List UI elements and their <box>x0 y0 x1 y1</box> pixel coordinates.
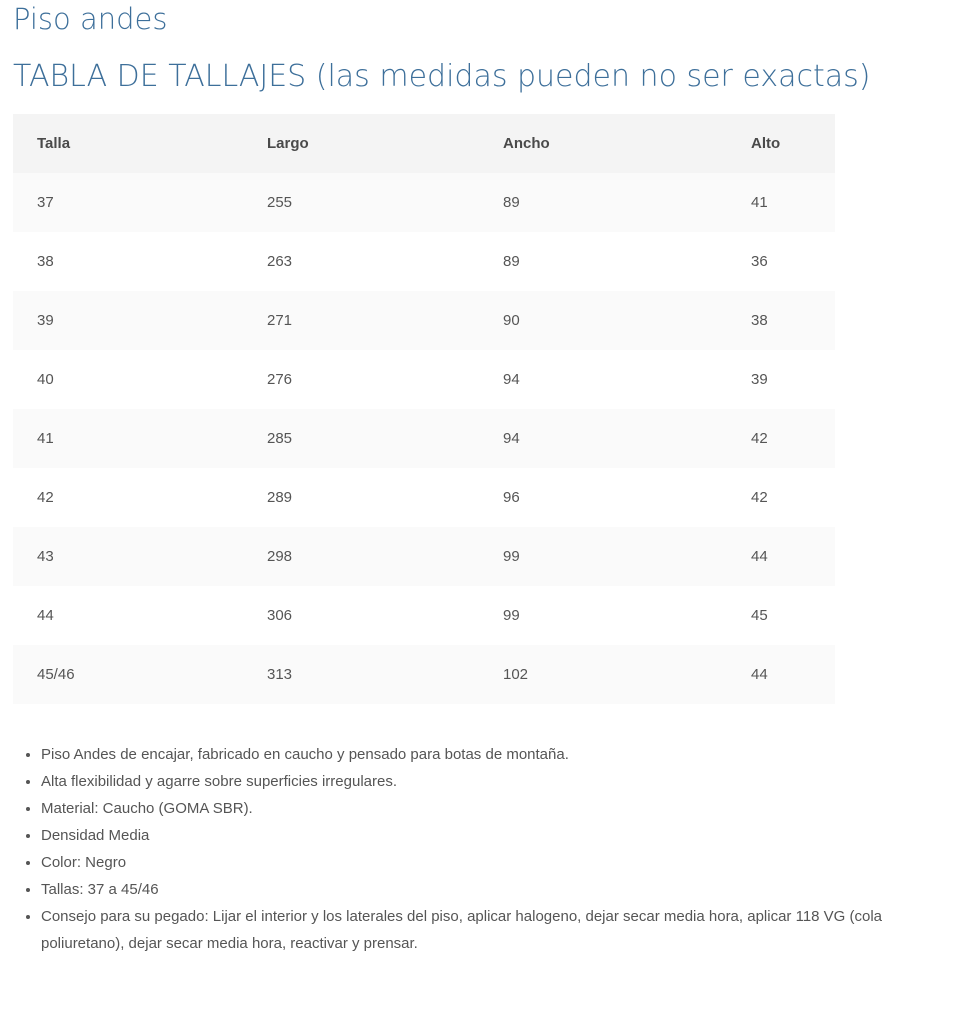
cell-ancho: 96 <box>479 468 727 527</box>
cell-ancho: 94 <box>479 409 727 468</box>
cell-alto: 45 <box>727 586 835 645</box>
list-item: • Color: Negro <box>41 849 951 876</box>
cell-alto: 39 <box>727 350 835 409</box>
list-item: • Densidad Media <box>41 822 951 849</box>
cell-talla: 43 <box>13 527 243 586</box>
size-table <box>13 114 835 704</box>
cell-largo: 255 <box>243 173 479 232</box>
cell-ancho: 99 <box>479 586 727 645</box>
cell-largo: 298 <box>243 527 479 586</box>
cell-talla: 39 <box>13 291 243 350</box>
product-title: Piso andes <box>13 2 168 36</box>
cell-largo: 285 <box>243 409 479 468</box>
table-row <box>13 291 835 350</box>
cell-ancho: 94 <box>479 350 727 409</box>
cell-largo: 271 <box>243 291 479 350</box>
cell-ancho: 99 <box>479 527 727 586</box>
cell-largo: 289 <box>243 468 479 527</box>
table-row <box>13 409 835 468</box>
table-row <box>13 645 835 704</box>
column-header-talla: Talla <box>13 114 243 173</box>
feature-list <box>13 741 951 957</box>
cell-largo: 263 <box>243 232 479 291</box>
cell-alto: 44 <box>727 645 835 704</box>
cell-ancho: 89 <box>479 173 727 232</box>
cell-alto: 44 <box>727 527 835 586</box>
list-item: • Piso Andes de encajar, fabricado en caucho y pensado para botas de montaña. <box>41 741 951 768</box>
cell-talla: 38 <box>13 232 243 291</box>
cell-ancho: 90 <box>479 291 727 350</box>
cell-talla: 45/46 <box>13 645 243 704</box>
size-table-title: TABLA DE TALLAJES (las medidas pueden no ser exactas) <box>13 59 871 94</box>
column-header-ancho: Ancho <box>479 114 727 173</box>
table-row <box>13 232 835 291</box>
table-row <box>13 468 835 527</box>
cell-largo: 276 <box>243 350 479 409</box>
cell-largo: 313 <box>243 645 479 704</box>
table-row <box>13 350 835 409</box>
column-header-largo: Largo <box>243 114 479 173</box>
cell-talla: 41 <box>13 409 243 468</box>
list-item: • Alta flexibilidad y agarre sobre superficies irregulares. <box>41 768 951 795</box>
cell-talla: 40 <box>13 350 243 409</box>
list-item: • Tallas: 37 a 45/46 <box>41 876 951 903</box>
cell-talla: 37 <box>13 173 243 232</box>
cell-ancho: 102 <box>479 645 727 704</box>
cell-largo: 306 <box>243 586 479 645</box>
list-item: • Material: Caucho (GOMA SBR). <box>41 795 951 822</box>
list-item: • Consejo para su pegado: Lijar el interior y los laterales del piso, aplicar halogeno, dejar secar media hora, aplicar 118 VG (cola poliuretano), dejar secar media hora, reactivar y prensar. <box>41 903 951 957</box>
column-header-alto: Alto <box>727 114 835 173</box>
cell-alto: 42 <box>727 468 835 527</box>
table-row <box>13 527 835 586</box>
cell-alto: 42 <box>727 409 835 468</box>
table-row <box>13 173 835 232</box>
cell-talla: 44 <box>13 586 243 645</box>
cell-alto: 41 <box>727 173 835 232</box>
cell-ancho: 89 <box>479 232 727 291</box>
cell-talla: 42 <box>13 468 243 527</box>
cell-alto: 36 <box>727 232 835 291</box>
table-header-row <box>13 114 835 173</box>
table-row <box>13 586 835 645</box>
cell-alto: 38 <box>727 291 835 350</box>
